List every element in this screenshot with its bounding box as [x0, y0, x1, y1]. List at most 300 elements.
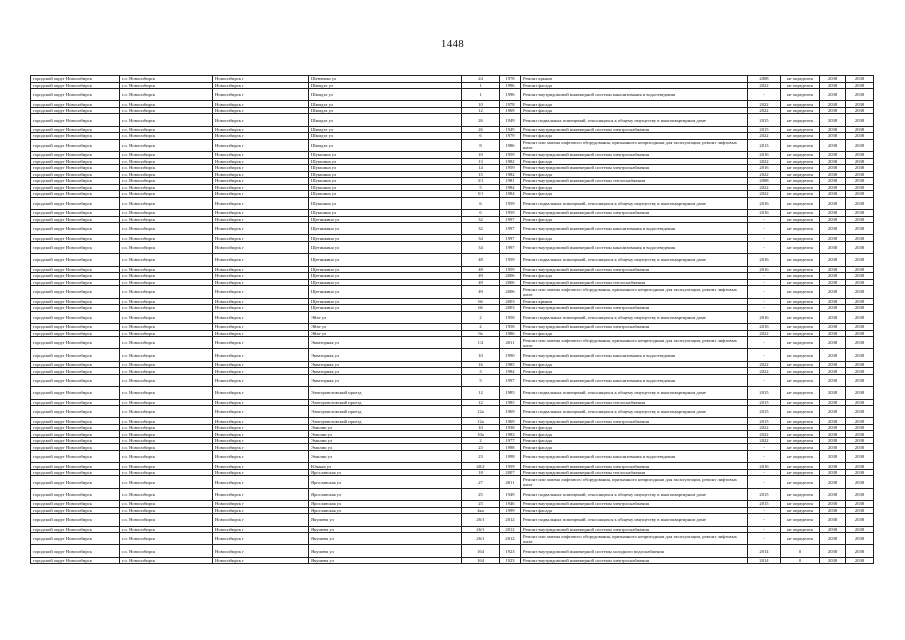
- street-cell: Шмидта ул: [309, 82, 462, 89]
- last-repair-cell: -: [748, 469, 781, 476]
- last-repair-cell: 2016: [748, 324, 781, 331]
- last-repair-cell: 2016: [748, 165, 781, 172]
- last-repair-cell: -: [748, 305, 781, 312]
- plan-start-cell: 2038: [820, 330, 846, 337]
- street-cell: Щетинкина ул: [309, 305, 462, 312]
- year-built-cell: 1984: [500, 184, 521, 191]
- plan-start-cell: 2038: [820, 165, 846, 172]
- repair-schedule-table: [30, 75, 874, 564]
- house-cell: 49: [462, 279, 500, 286]
- district-cell: г.о. Новосибирск: [120, 133, 213, 140]
- house-cell: 2: [462, 311, 500, 323]
- district-cell: г.о. Новосибирск: [120, 114, 213, 126]
- status-cell: не определен: [781, 82, 820, 89]
- year-built-cell: 1983: [500, 431, 521, 438]
- plan-start-cell: 2038: [820, 431, 846, 438]
- plan-start-cell: 2038: [820, 418, 846, 425]
- house-cell: 5/1: [462, 191, 500, 198]
- city-cell: Новосибирск г: [213, 273, 309, 280]
- municipality-cell: городской округ Новосибирск: [31, 107, 120, 114]
- work-type-cell: Ремонт внутридомовой инженерной системы теплоснабжения: [521, 469, 748, 476]
- plan-start-cell: 2038: [820, 545, 846, 557]
- city-cell: Новосибирск г: [213, 197, 309, 209]
- plan-end-cell: 2038: [846, 418, 874, 425]
- city-cell: Новосибирск г: [213, 526, 309, 533]
- year-built-cell: 1959: [500, 152, 521, 159]
- status-cell: не определен: [781, 337, 820, 349]
- street-cell: Шукшина ул: [309, 210, 462, 217]
- year-built-cell: 1969: [500, 107, 521, 114]
- work-type-cell: Ремонт подвальных помещений, относящихся к общему имуществу в многоквартирном доме: [521, 114, 748, 126]
- district-cell: г.о. Новосибирск: [120, 286, 213, 298]
- house-cell: 10а: [462, 431, 500, 438]
- plan-end-cell: 2038: [846, 216, 874, 223]
- last-repair-cell: 2022: [748, 191, 781, 198]
- municipality-cell: городской округ Новосибирск: [31, 507, 120, 514]
- city-cell: Новосибирск г: [213, 165, 309, 172]
- house-cell: 32: [462, 216, 500, 223]
- plan-end-cell: 2038: [846, 273, 874, 280]
- status-cell: не определен: [781, 266, 820, 273]
- plan-start-cell: 2038: [820, 107, 846, 114]
- last-repair-cell: 2016: [748, 197, 781, 209]
- status-cell: не определен: [781, 165, 820, 172]
- work-type-cell: Ремонт фасада: [521, 507, 748, 514]
- status-cell: не определен: [781, 210, 820, 217]
- city-cell: Новосибирск г: [213, 374, 309, 386]
- street-cell: Эмилии ул: [309, 450, 462, 462]
- plan-end-cell: 2038: [846, 469, 874, 476]
- page-number: 1448: [440, 38, 465, 50]
- district-cell: г.о. Новосибирск: [120, 107, 213, 114]
- plan-start-cell: 2038: [820, 437, 846, 444]
- district-cell: г.о. Новосибирск: [120, 158, 213, 165]
- city-cell: Новосибирск г: [213, 501, 309, 508]
- plan-start-cell: 2038: [820, 305, 846, 312]
- house-cell: 1/2: [462, 337, 500, 349]
- municipality-cell: городской округ Новосибирск: [31, 533, 120, 545]
- plan-start-cell: 2038: [820, 223, 846, 235]
- municipality-cell: городской округ Новосибирск: [31, 418, 120, 425]
- district-cell: г.о. Новосибирск: [120, 305, 213, 312]
- last-repair-cell: 2022: [748, 158, 781, 165]
- status-cell: не определен: [781, 374, 820, 386]
- street-cell: Электровозовский проезд: [309, 399, 462, 406]
- last-repair-cell: -: [748, 526, 781, 533]
- status-cell: не определен: [781, 368, 820, 375]
- year-built-cell: 1986: [500, 330, 521, 337]
- work-type-cell: Ремонт фасада: [521, 437, 748, 444]
- plan-start-cell: 2038: [820, 210, 846, 217]
- plan-start-cell: 2038: [820, 82, 846, 89]
- last-repair-cell: -: [748, 273, 781, 280]
- municipality-cell: городской округ Новосибирск: [31, 235, 120, 242]
- year-built-cell: 1958: [500, 324, 521, 331]
- street-cell: Шукшина ул: [309, 158, 462, 165]
- status-cell: не определен: [781, 514, 820, 526]
- district-cell: г.о. Новосибирск: [120, 368, 213, 375]
- municipality-cell: городской округ Новосибирск: [31, 488, 120, 500]
- plan-end-cell: 2038: [846, 330, 874, 337]
- city-cell: Новосибирск г: [213, 184, 309, 191]
- house-cell: 9а: [462, 330, 500, 337]
- year-built-cell: 1949: [500, 126, 521, 133]
- city-cell: Новосибирск г: [213, 126, 309, 133]
- house-cell: 27: [462, 476, 500, 488]
- house-cell: 48: [462, 254, 500, 266]
- year-built-cell: 1997: [500, 374, 521, 386]
- plan-start-cell: 2038: [820, 361, 846, 368]
- plan-start-cell: 2038: [820, 197, 846, 209]
- last-repair-cell: -: [748, 89, 781, 101]
- last-repair-cell: 2015: [748, 406, 781, 418]
- work-type-cell: Ремонт фасада: [521, 444, 748, 451]
- street-cell: Шмидта ул: [309, 107, 462, 114]
- house-cell: 10: [462, 349, 500, 361]
- house-cell: 25: [462, 501, 500, 508]
- plan-start-cell: 2038: [820, 557, 846, 564]
- municipality-cell: городской округ Новосибирск: [31, 191, 120, 198]
- house-cell: 10: [462, 152, 500, 159]
- work-type-cell: Ремонт подвальных помещений, относящихся к общему имуществу в многоквартирном доме: [521, 254, 748, 266]
- plan-start-cell: 2038: [820, 298, 846, 305]
- municipality-cell: городской округ Новосибирск: [31, 311, 120, 323]
- plan-start-cell: 2038: [820, 133, 846, 140]
- table-row: [31, 311, 874, 323]
- year-built-cell: 1949: [500, 114, 521, 126]
- table-row: [31, 254, 874, 266]
- municipality-cell: городской округ Новосибирск: [31, 361, 120, 368]
- house-cell: 26: [462, 114, 500, 126]
- district-cell: г.о. Новосибирск: [120, 184, 213, 191]
- street-cell: Эмилии ул: [309, 424, 462, 431]
- last-repair-cell: -: [748, 444, 781, 451]
- municipality-cell: городской округ Новосибирск: [31, 526, 120, 533]
- work-type-cell: Ремонт внутридомовой инженерной системы теплоснабжения: [521, 279, 748, 286]
- municipality-cell: городской округ Новосибирск: [31, 158, 120, 165]
- plan-end-cell: 2038: [846, 514, 874, 526]
- district-cell: г.о. Новосибирск: [120, 273, 213, 280]
- street-cell: Электровозовский проезд: [309, 406, 462, 418]
- work-type-cell: Ремонт внутридомовой инженерной системы электроснабжения: [521, 165, 748, 172]
- plan-start-cell: 2038: [820, 311, 846, 323]
- district-cell: г.о. Новосибирск: [120, 533, 213, 545]
- last-repair-cell: 2022: [748, 82, 781, 89]
- work-type-cell: Ремонт фасада: [521, 424, 748, 431]
- city-cell: Новосибирск г: [213, 311, 309, 323]
- municipality-cell: городской округ Новосибирск: [31, 437, 120, 444]
- plan-end-cell: 2038: [846, 126, 874, 133]
- plan-end-cell: 2038: [846, 374, 874, 386]
- municipality-cell: городской округ Новосибирск: [31, 101, 120, 108]
- house-cell: 32: [462, 223, 500, 235]
- city-cell: Новосибирск г: [213, 223, 309, 235]
- district-cell: г.о. Новосибирск: [120, 444, 213, 451]
- municipality-cell: городской округ Новосибирск: [31, 152, 120, 159]
- city-cell: Новосибирск г: [213, 210, 309, 217]
- district-cell: г.о. Новосибирск: [120, 279, 213, 286]
- house-cell: 26/1: [462, 514, 500, 526]
- plan-start-cell: 2038: [820, 368, 846, 375]
- last-repair-cell: 2013: [748, 139, 781, 151]
- municipality-cell: городской округ Новосибирск: [31, 469, 120, 476]
- year-built-cell: 2011: [500, 337, 521, 349]
- work-type-cell: Ремонт фасада: [521, 273, 748, 280]
- plan-end-cell: 2038: [846, 210, 874, 217]
- plan-end-cell: 2038: [846, 507, 874, 514]
- plan-end-cell: 2038: [846, 89, 874, 101]
- work-type-cell: Ремонт или замена лифтового оборудования, признанного непригодным для эксплуатации, ремонт лифтовых шахт: [521, 337, 748, 349]
- city-cell: Новосибирск г: [213, 337, 309, 349]
- table-row: [31, 514, 874, 526]
- street-cell: Экваторная ул: [309, 374, 462, 386]
- status-cell: не определен: [781, 387, 820, 399]
- work-type-cell: Ремонт фасада: [521, 361, 748, 368]
- district-cell: г.о. Новосибирск: [120, 450, 213, 462]
- street-cell: Якушева ул: [309, 514, 462, 526]
- house-cell: 6: [462, 197, 500, 209]
- work-type-cell: Ремонт фасада: [521, 82, 748, 89]
- status-cell: не определен: [781, 279, 820, 286]
- plan-end-cell: 2038: [846, 533, 874, 545]
- table-row: [31, 286, 874, 298]
- street-cell: Южная ул: [309, 463, 462, 470]
- city-cell: Новосибирск г: [213, 279, 309, 286]
- district-cell: г.о. Новосибирск: [120, 311, 213, 323]
- status-cell: не определен: [781, 526, 820, 533]
- house-cell: 26/1: [462, 526, 500, 533]
- plan-start-cell: 2038: [820, 469, 846, 476]
- year-built-cell: 1959: [500, 197, 521, 209]
- street-cell: Шукшина ул: [309, 178, 462, 185]
- city-cell: Новосибирск г: [213, 305, 309, 312]
- last-repair-cell: -: [748, 286, 781, 298]
- plan-end-cell: 2038: [846, 235, 874, 242]
- status-cell: не определен: [781, 241, 820, 253]
- city-cell: Новосибирск г: [213, 387, 309, 399]
- district-cell: г.о. Новосибирск: [120, 501, 213, 508]
- table-row: [31, 557, 874, 564]
- municipality-cell: городской округ Новосибирск: [31, 114, 120, 126]
- municipality-cell: городской округ Новосибирск: [31, 337, 120, 349]
- city-cell: Новосибирск г: [213, 114, 309, 126]
- street-cell: Эмилии ул: [309, 444, 462, 451]
- house-cell: 1: [462, 89, 500, 101]
- status-cell: не определен: [781, 463, 820, 470]
- status-cell: не определен: [781, 349, 820, 361]
- plan-end-cell: 2038: [846, 349, 874, 361]
- status-cell: не определен: [781, 158, 820, 165]
- last-repair-cell: 2016: [748, 311, 781, 323]
- district-cell: г.о. Новосибирск: [120, 437, 213, 444]
- street-cell: Щетинкина ул: [309, 273, 462, 280]
- year-built-cell: 1923: [500, 557, 521, 564]
- work-type-cell: Ремонт внутридомовой инженерной системы канализования и водоотведения: [521, 89, 748, 101]
- plan-end-cell: 2038: [846, 114, 874, 126]
- street-cell: Эмилии ул: [309, 431, 462, 438]
- municipality-cell: городской округ Новосибирск: [31, 374, 120, 386]
- work-type-cell: Ремонт внутридомовой инженерной системы электроснабжения: [521, 210, 748, 217]
- last-repair-cell: 2008: [748, 76, 781, 83]
- work-type-cell: Ремонт внутридомовой инженерной системы канализования и водоотведения: [521, 374, 748, 386]
- street-cell: Экваторная ул: [309, 337, 462, 349]
- status-cell: не определен: [781, 469, 820, 476]
- house-cell: 3: [462, 368, 500, 375]
- work-type-cell: Ремонт внутридомовой инженерной системы канализования и водоотведения: [521, 349, 748, 361]
- street-cell: Ярославская ул: [309, 507, 462, 514]
- table-row: [31, 533, 874, 545]
- district-cell: г.о. Новосибирск: [120, 165, 213, 172]
- city-cell: Новосибирск г: [213, 139, 309, 151]
- city-cell: Новосибирск г: [213, 431, 309, 438]
- city-cell: Новосибирск г: [213, 476, 309, 488]
- status-cell: не определен: [781, 324, 820, 331]
- municipality-cell: городской округ Новосибирск: [31, 286, 120, 298]
- year-built-cell: 1985: [500, 387, 521, 399]
- work-type-cell: Ремонт внутридомовой инженерной системы электроснабжения: [521, 557, 748, 564]
- city-cell: Новосибирск г: [213, 469, 309, 476]
- year-built-cell: 1996: [500, 89, 521, 101]
- city-cell: Новосибирск г: [213, 216, 309, 223]
- year-built-cell: 1997: [500, 235, 521, 242]
- plan-end-cell: 2038: [846, 406, 874, 418]
- year-built-cell: 1997: [500, 216, 521, 223]
- municipality-cell: городской округ Новосибирск: [31, 305, 120, 312]
- plan-start-cell: 2038: [820, 89, 846, 101]
- status-cell: не определен: [781, 507, 820, 514]
- year-built-cell: 1985: [500, 399, 521, 406]
- house-cell: 164: [462, 545, 500, 557]
- work-type-cell: Ремонт фасада: [521, 107, 748, 114]
- last-repair-cell: 2015: [748, 488, 781, 500]
- city-cell: Новосибирск г: [213, 424, 309, 431]
- last-repair-cell: 2016: [748, 210, 781, 217]
- house-cell: 23: [462, 450, 500, 462]
- plan-start-cell: 2038: [820, 476, 846, 488]
- district-cell: г.о. Новосибирск: [120, 223, 213, 235]
- plan-end-cell: 2038: [846, 298, 874, 305]
- status-cell: не определен: [781, 126, 820, 133]
- plan-end-cell: 2038: [846, 424, 874, 431]
- city-cell: Новосибирск г: [213, 418, 309, 425]
- city-cell: Новосибирск г: [213, 235, 309, 242]
- municipality-cell: городской округ Новосибирск: [31, 330, 120, 337]
- plan-start-cell: 2038: [820, 114, 846, 126]
- house-cell: 23: [462, 444, 500, 451]
- city-cell: Новосибирск г: [213, 152, 309, 159]
- table-row: [31, 476, 874, 488]
- district-cell: г.о. Новосибирск: [120, 197, 213, 209]
- year-built-cell: 1959: [500, 165, 521, 172]
- year-built-cell: 1984: [500, 368, 521, 375]
- street-cell: Щетинкина ул: [309, 266, 462, 273]
- plan-end-cell: 2038: [846, 171, 874, 178]
- plan-start-cell: 2038: [820, 254, 846, 266]
- plan-end-cell: 2038: [846, 437, 874, 444]
- district-cell: г.о. Новосибирск: [120, 349, 213, 361]
- table-row: [31, 374, 874, 386]
- last-repair-cell: 2022: [748, 437, 781, 444]
- last-repair-cell: -: [748, 450, 781, 462]
- house-cell: 14: [462, 165, 500, 172]
- street-cell: Якушева ул: [309, 545, 462, 557]
- work-type-cell: Ремонт подвальных помещений, относящихся к общему имуществу в многоквартирном доме: [521, 311, 748, 323]
- last-repair-cell: -: [748, 337, 781, 349]
- status-cell: не определен: [781, 184, 820, 191]
- status-cell: не определен: [781, 311, 820, 323]
- plan-end-cell: 2038: [846, 488, 874, 500]
- district-cell: г.о. Новосибирск: [120, 514, 213, 526]
- table-row: [31, 197, 874, 209]
- city-cell: Новосибирск г: [213, 107, 309, 114]
- municipality-cell: городской округ Новосибирск: [31, 133, 120, 140]
- district-cell: г.о. Новосибирск: [120, 431, 213, 438]
- year-built-cell: 2006: [500, 279, 521, 286]
- year-built-cell: 1959: [500, 210, 521, 217]
- street-cell: Шукшина ул: [309, 152, 462, 159]
- last-repair-cell: 2022: [748, 107, 781, 114]
- district-cell: г.о. Новосибирск: [120, 387, 213, 399]
- status-cell: не определен: [781, 254, 820, 266]
- year-built-cell: 1996: [500, 82, 521, 89]
- district-cell: г.о. Новосибирск: [120, 101, 213, 108]
- street-cell: Ярославская ул: [309, 501, 462, 508]
- plan-end-cell: 2038: [846, 139, 874, 151]
- municipality-cell: городской округ Новосибирск: [31, 349, 120, 361]
- status-cell: не определен: [781, 152, 820, 159]
- last-repair-cell: -: [748, 507, 781, 514]
- municipality-cell: городской округ Новосибирск: [31, 324, 120, 331]
- house-cell: 12а: [462, 406, 500, 418]
- plan-start-cell: 2038: [820, 126, 846, 133]
- last-repair-cell: 2022: [748, 368, 781, 375]
- plan-start-cell: 2038: [820, 424, 846, 431]
- year-built-cell: 1985: [500, 361, 521, 368]
- plan-end-cell: 2038: [846, 184, 874, 191]
- district-cell: г.о. Новосибирск: [120, 298, 213, 305]
- plan-end-cell: 2038: [846, 178, 874, 185]
- status-cell: 0: [781, 545, 820, 557]
- table-row: [31, 114, 874, 126]
- status-cell: не определен: [781, 216, 820, 223]
- district-cell: г.о. Новосибирск: [120, 126, 213, 133]
- status-cell: не определен: [781, 450, 820, 462]
- year-built-cell: 2006: [500, 286, 521, 298]
- city-cell: Новосибирск г: [213, 437, 309, 444]
- district-cell: г.о. Новосибирск: [120, 210, 213, 217]
- house-cell: 10: [462, 101, 500, 108]
- house-cell: 48: [462, 266, 500, 273]
- status-cell: не определен: [781, 418, 820, 425]
- work-type-cell: Ремонт подвальных помещений, относящихся к общему имуществу в многоквартирном доме: [521, 488, 748, 500]
- last-repair-cell: -: [748, 223, 781, 235]
- plan-start-cell: 2038: [820, 191, 846, 198]
- plan-end-cell: 2038: [846, 76, 874, 83]
- house-cell: 12: [462, 387, 500, 399]
- year-built-cell: 1949: [500, 488, 521, 500]
- year-built-cell: 2011: [500, 476, 521, 488]
- plan-start-cell: 2038: [820, 152, 846, 159]
- last-repair-cell: 2015: [748, 126, 781, 133]
- table-row: [31, 223, 874, 235]
- street-cell: Шукшина ул: [309, 197, 462, 209]
- municipality-cell: городской округ Новосибирск: [31, 298, 120, 305]
- plan-start-cell: 2038: [820, 241, 846, 253]
- status-cell: не определен: [781, 488, 820, 500]
- plan-start-cell: 2038: [820, 279, 846, 286]
- district-cell: г.о. Новосибирск: [120, 476, 213, 488]
- municipality-cell: городской округ Новосибирск: [31, 210, 120, 217]
